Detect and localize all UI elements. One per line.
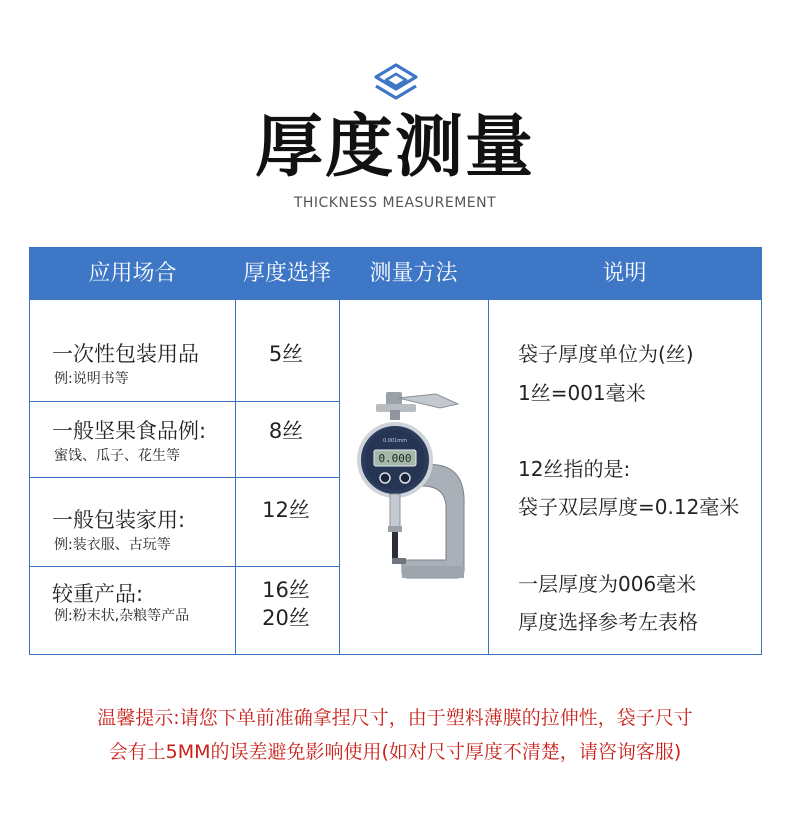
description-line: 袋子双层厚度=0.12毫米: [518, 495, 740, 519]
column-divider: [339, 300, 340, 654]
application-label: 一次性包装用品: [52, 342, 199, 366]
application-label: 一般坚果食品例:: [52, 419, 207, 443]
header-method: 测量方法: [369, 261, 458, 286]
header-thickness: 厚度选择: [242, 261, 331, 286]
thickness-gauge-image: [348, 390, 468, 580]
gauge-display-value: 0.000: [378, 452, 412, 465]
application-label: 较重产品:: [52, 582, 144, 606]
description-line: 厚度选择参考左表格: [518, 610, 698, 634]
application-example: 例:粉末状,杂粮等产品: [54, 608, 190, 624]
description-line: 袋子厚度单位为(丝): [518, 342, 694, 366]
header-description: 说明: [602, 261, 647, 286]
row-divider: [30, 401, 339, 402]
svg-text:0.001mm: 0.001mm: [382, 438, 408, 444]
thickness-value: 5丝: [268, 342, 304, 366]
page-subtitle: THICKNESS MEASUREMENT: [293, 195, 497, 211]
table-header: [30, 248, 761, 300]
thickness-value: 8丝: [268, 419, 304, 443]
row-divider: [30, 566, 339, 567]
application-label: 一般包装家用:: [52, 508, 186, 532]
application-example: 例:说明书等: [54, 371, 129, 387]
notice-line-1: 温馨提示:请您下单前准确拿捏尺寸，由于塑料薄膜的拉伸性，袋子尺寸: [97, 707, 693, 729]
application-example: 例:装衣服、古玩等: [54, 537, 171, 553]
layers-logo-icon: [372, 62, 420, 104]
application-example: 蜜饯、瓜子、花生等: [54, 448, 180, 464]
row-divider: [30, 477, 339, 478]
thickness-value: 20丝: [262, 606, 310, 630]
page-title: 厚度测量: [254, 108, 535, 187]
thickness-table: [29, 247, 762, 655]
thickness-value: 12丝: [262, 498, 310, 522]
description-line: 一层厚度为006毫米: [518, 572, 697, 596]
header-application: 应用场合: [88, 261, 177, 286]
description-line: 1丝=001毫米: [518, 381, 646, 405]
column-divider: [488, 300, 489, 654]
description-line: 12丝指的是:: [518, 457, 631, 481]
notice-line-2: 会有土5MM的误差避免影响使用(如对尺寸厚度不清楚，请咨询客服): [108, 741, 682, 763]
thickness-value: 16丝: [262, 578, 310, 602]
